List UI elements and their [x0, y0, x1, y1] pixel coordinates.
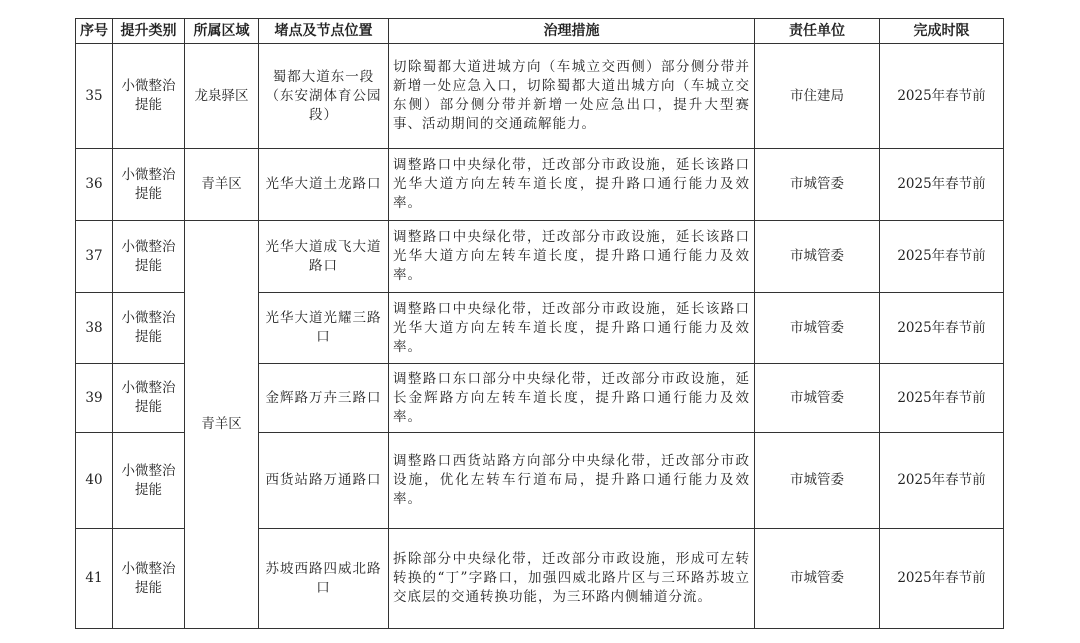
header-row [76, 19, 1004, 44]
cell-category: 小微整治提能 [113, 433, 185, 529]
cell-measure: 调整路口中央绿化带，迁改部分市政设施，延长该路口光华大道方向左转车道长度，提升路口通行能力及效率。 [389, 293, 755, 364]
cell-measure: 调整路口中央绿化带，迁改部分市政设施，延长该路口光华大道方向左转车道长度，提升路口通行能力及效率。 [389, 221, 755, 293]
header-unit: 责任单位 [755, 19, 880, 44]
cell-category: 小微整治提能 [113, 221, 185, 293]
table-row [76, 221, 1004, 293]
header-district: 所属区域 [185, 19, 259, 44]
cell-deadline: 2025年春节前 [880, 149, 1004, 221]
cell-location: 光华大道土龙路口 [259, 149, 389, 221]
cell-location: 苏坡西路四威北路口 [259, 529, 389, 629]
cell-deadline: 2025年春节前 [880, 221, 1004, 293]
cell-location: 蜀都大道东一段（东安湖体育公园段） [259, 44, 389, 149]
cell-deadline: 2025年春节前 [880, 293, 1004, 364]
cell-unit: 市城管委 [755, 433, 880, 529]
header-measure: 治理措施 [389, 19, 755, 44]
cell-unit: 市城管委 [755, 529, 880, 629]
cell-deadline: 2025年春节前 [880, 529, 1004, 629]
cell-district: 青羊区 [185, 149, 259, 221]
table-row [76, 44, 1004, 149]
header-category: 提升类别 [113, 19, 185, 44]
cell-category: 小微整治提能 [113, 44, 185, 149]
cell-no: 35 [76, 44, 113, 149]
cell-unit: 市城管委 [755, 364, 880, 433]
header-deadline: 完成时限 [880, 19, 1004, 44]
cell-measure: 调整路口东口部分中央绿化带，迁改部分市政设施，延长金辉路方向左转车道长度，提升路口通行能力及效率。 [389, 364, 755, 433]
table-row [76, 149, 1004, 221]
governance-table [75, 18, 1004, 629]
cell-no: 36 [76, 149, 113, 221]
cell-location: 西货站路万通路口 [259, 433, 389, 529]
cell-no: 41 [76, 529, 113, 629]
cell-no: 37 [76, 221, 113, 293]
header-location: 堵点及节点位置 [259, 19, 389, 44]
cell-deadline: 2025年春节前 [880, 44, 1004, 149]
cell-measure: 拆除部分中央绿化带，迁改部分市政设施，形成可左转转换的“丁”字路口，加强四威北路片区与三环路苏坡立交底层的交通转换功能，为三环路内侧辅道分流。 [389, 529, 755, 629]
cell-no: 38 [76, 293, 113, 364]
table-wrapper [75, 18, 1003, 629]
cell-district-merged: 青羊区 [185, 221, 259, 629]
cell-measure: 切除蜀都大道进城方向（车城立交西侧）部分侧分带并新增一处应急入口，切除蜀都大道出城方向（车城立交东侧）部分侧分带并新增一处应急出口，提升大型赛事、活动期间的交通疏解能力。 [389, 44, 755, 149]
cell-category: 小微整治提能 [113, 364, 185, 433]
cell-measure: 调整路口中央绿化带，迁改部分市政设施，延长该路口光华大道方向左转车道长度，提升路口通行能力及效率。 [389, 149, 755, 221]
cell-category: 小微整治提能 [113, 149, 185, 221]
cell-deadline: 2025年春节前 [880, 433, 1004, 529]
cell-location: 光华大道光耀三路口 [259, 293, 389, 364]
cell-location: 金辉路万卉三路口 [259, 364, 389, 433]
cell-category: 小微整治提能 [113, 529, 185, 629]
cell-unit: 市城管委 [755, 149, 880, 221]
cell-no: 40 [76, 433, 113, 529]
cell-unit: 市城管委 [755, 293, 880, 364]
header-no: 序号 [76, 19, 113, 44]
cell-deadline: 2025年春节前 [880, 364, 1004, 433]
cell-district: 龙泉驿区 [185, 44, 259, 149]
cell-category: 小微整治提能 [113, 293, 185, 364]
cell-unit: 市城管委 [755, 221, 880, 293]
cell-location: 光华大道成飞大道路口 [259, 221, 389, 293]
cell-measure: 调整路口西货站路方向部分中央绿化带，迁改部分市政设施，优化左转车行道布局，提升路口通行能力及效率。 [389, 433, 755, 529]
cell-no: 39 [76, 364, 113, 433]
cell-unit: 市住建局 [755, 44, 880, 149]
